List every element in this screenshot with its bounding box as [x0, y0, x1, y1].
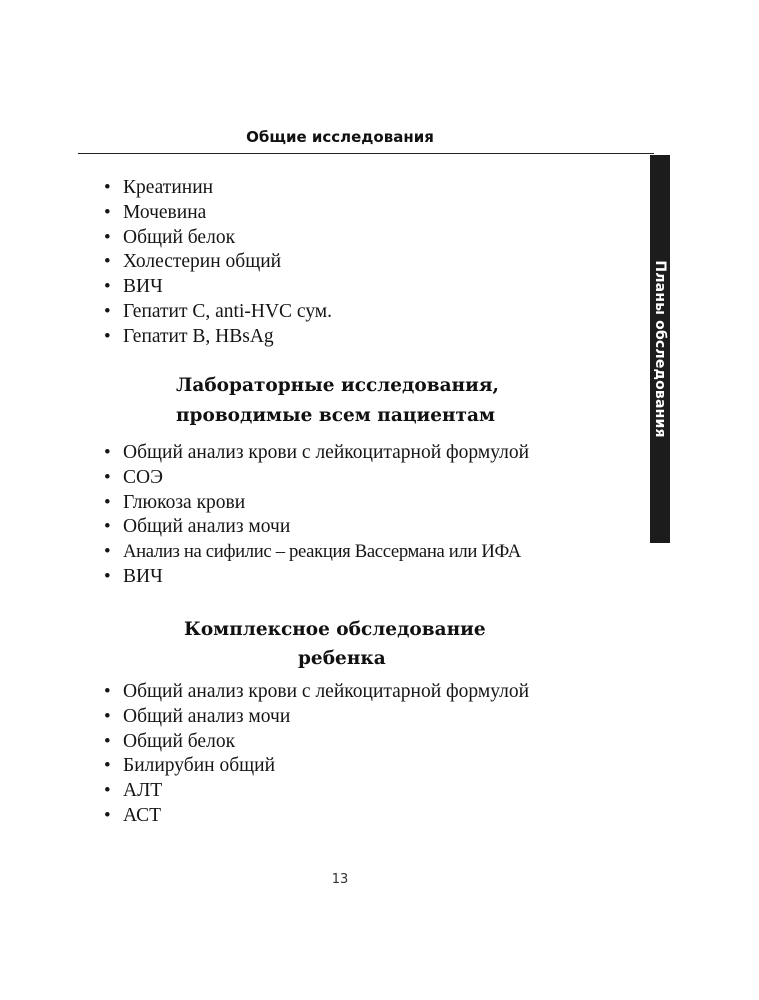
list-item: • Креатинин	[104, 176, 332, 201]
list-item: • Общий анализ крови с лейкоцитарной формулой	[104, 441, 529, 466]
chapter-side-tab-label: Планы обследования	[652, 260, 668, 438]
list-item: • Анализ на сифилис – реакция Вассермана или ИФА	[104, 540, 529, 565]
chapter-side-tab	[650, 155, 670, 543]
list-item: • Общий белок	[104, 730, 529, 755]
general-tests-list	[104, 176, 332, 350]
section-title-child-line1: Комплексное обследование	[184, 619, 486, 640]
page-number: 13	[331, 872, 349, 887]
list-item: • Общий анализ мочи	[104, 515, 529, 540]
list-item: • Общий анализ мочи	[104, 705, 529, 730]
section-title-child-line2: ребенка	[298, 648, 386, 669]
list-item: • ВИЧ	[104, 275, 332, 300]
running-head: Общие исследования	[246, 128, 434, 146]
list-item: • Мочевина	[104, 201, 332, 226]
header-rule	[78, 153, 654, 154]
child-tests-list	[104, 680, 529, 829]
list-item: • Холестерин общий	[104, 250, 332, 275]
list-item: • СОЭ	[104, 466, 529, 491]
section-title-all-patients-line1: Лабораторные исследования,	[176, 375, 499, 396]
list-item: • Общий анализ крови с лейкоцитарной формулой	[104, 680, 529, 705]
list-item: • Гепатит С, anti-HVC сум.	[104, 300, 332, 325]
list-item: • АСТ	[104, 804, 529, 829]
section-title-all-patients-line2: проводимые всем пациентам	[176, 405, 496, 426]
list-item: • Билирубин общий	[104, 754, 529, 779]
list-item: • АЛТ	[104, 779, 529, 804]
list-item: • Гепатит В, HBsAg	[104, 325, 332, 350]
list-item: • Общий белок	[104, 226, 332, 251]
list-item: • ВИЧ	[104, 565, 529, 590]
all-patients-tests-list	[104, 441, 529, 590]
list-item: • Глюкоза крови	[104, 491, 529, 516]
